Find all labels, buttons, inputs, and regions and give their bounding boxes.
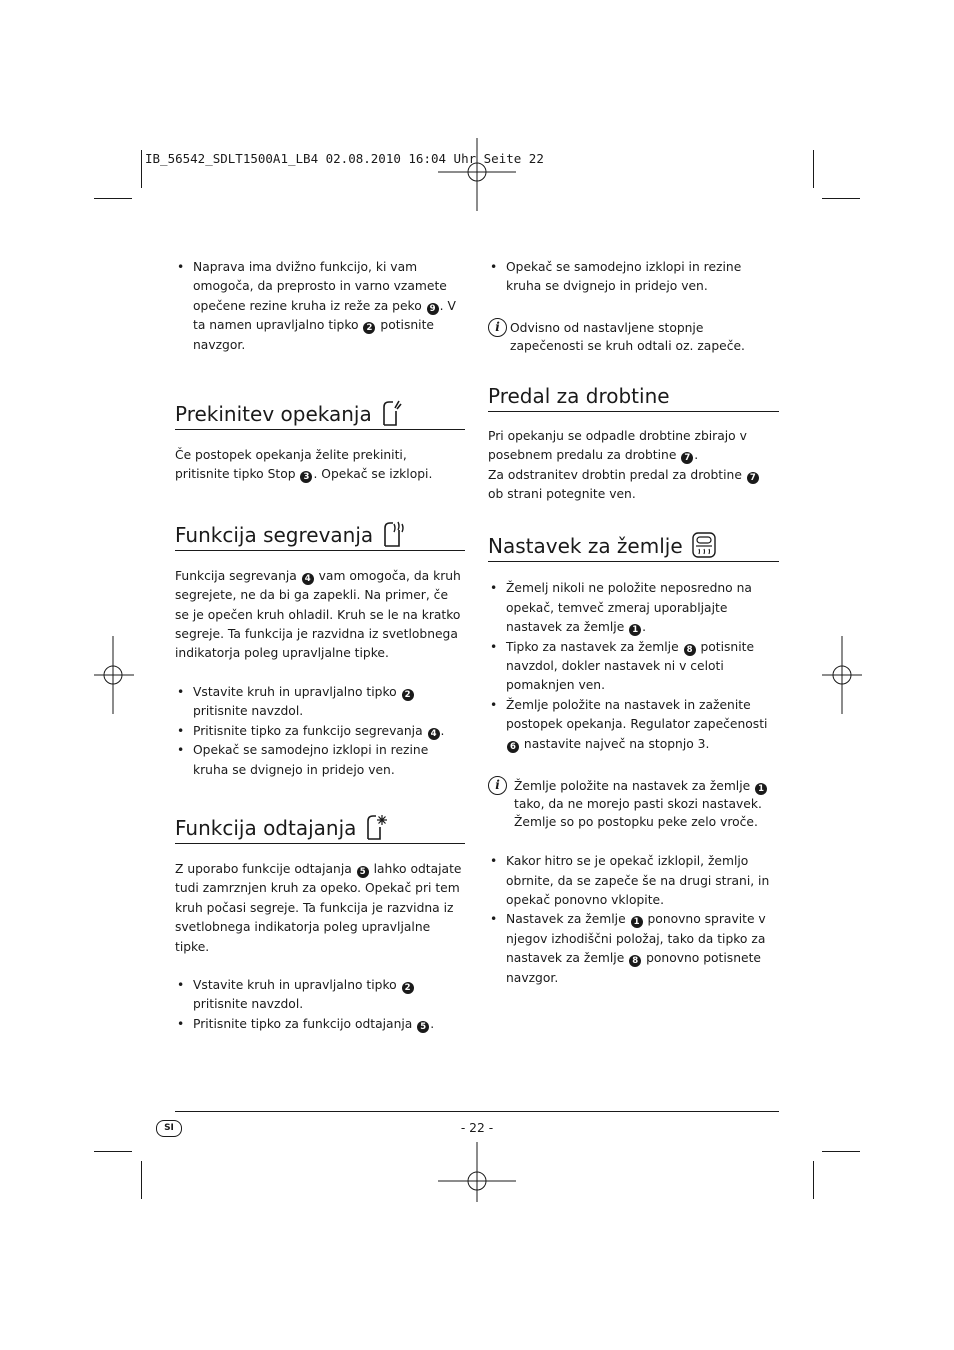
language-badge: SI	[156, 1120, 182, 1137]
reheat-steps	[175, 683, 465, 780]
bun-rack-icon	[691, 531, 717, 559]
crop-mark	[813, 150, 814, 188]
list-item: • Žemlje položite na nastavek in zaženite postopek opekanja. Regulator zapečenosti 6 nastavite največ na stopnjo 3.	[488, 696, 779, 754]
toast-defrost-icon	[364, 813, 388, 841]
list-item: • Vstavite kruh in upravljalno tipko 2 pritisnite navzdol.	[175, 976, 465, 1015]
list-item: • Žemelj nikoli ne položite neposredno na opekač, temveč zmeraj uporabljajte nastavek za žemlje 1 .	[488, 579, 779, 637]
list-item: • Opekač se samodejno izklopi in rezine kruha se dvignejo in pridejo ven.	[488, 258, 779, 297]
list-item: • Vstavite kruh in upravljalno tipko 2 pritisnite navzdol.	[175, 683, 465, 722]
section-title-defrost: Funkcija odtajanja	[175, 813, 465, 844]
toast-reheat-icon	[381, 520, 405, 548]
crop-mark	[94, 198, 132, 199]
info-icon: i	[488, 776, 507, 795]
bun-rack-steps	[488, 579, 779, 754]
section-text: Za odstranitev drobtin predal za drobtine 7 ob strani potegnite ven.	[488, 466, 779, 505]
crop-mark	[141, 1161, 142, 1199]
defrost-steps	[175, 976, 465, 1034]
list-item: • Pritisnite tipko za funkcijo segrevanja 4 .	[175, 722, 465, 741]
section-text: Funkcija segrevanja 4 vam omogoča, da kruh segrejete, ne da bi ga zapekli. Na primer, če se je opečen kruh ohladil. Kruh se le na kratko segreje. Ta funkcija je razvidna iz svetlobnega indikatorja poleg upravljalne tipke.	[175, 568, 461, 661]
list-item: • Kakor hitro se je opekač izklopil, žemljo obrnite, da se zapeče še na drugi strani, in opekač ponovno vklopite.	[488, 852, 779, 910]
print-slug: IB_56542_SDLT1500A1_LB4 02.08.2010 16:04 Uhr Seite 22	[145, 151, 544, 166]
list-item: • Tipko za nastavek za žemlje 8 potisnite navzdol, dokler nastavek ni v celoti pomaknjen ven.	[488, 638, 779, 696]
intro-list	[175, 258, 465, 355]
section-text: Z uporabo funkcije odtajanja 5 lahko odtajate tudi zamrznjen kruh za opeko. Opekač pri tem kruh počasi segreje. Ta funkcija je razvidna iz svetlobnega indikatorja poleg upravljalne tipke.	[175, 861, 462, 954]
list-item: • Opekač se samodejno izklopi in rezine kruha se dvignejo in pridejo ven.	[175, 741, 465, 780]
registration-mark-left	[94, 636, 134, 714]
registration-mark-top	[438, 133, 516, 211]
registration-mark-right	[822, 636, 862, 714]
left-column	[175, 258, 465, 1034]
list-item: • Nastavek za žemlje 1 ponovno spravite v njegov izhodiščni položaj, tako da tipko za nastavek za žemlje 8 ponovno potisnete navzgor.	[488, 910, 779, 988]
right-column	[488, 258, 779, 988]
info-note: i Žemlje položite na nastavek za žemlje 1 tako, da ne morejo pasti skozi nastavek. Žemlje so po postopku peke zelo vroče.	[488, 777, 779, 831]
crop-mark	[822, 1151, 860, 1152]
section-title-reheat: Funkcija segrevanja	[175, 520, 465, 551]
toast-stop-icon	[380, 399, 402, 427]
crop-mark	[141, 150, 142, 188]
page-number: - 22 -	[460, 1121, 494, 1135]
info-note: i Odvisno od nastavljene stopnje zapečenosti se kruh odtali oz. zapeče.	[488, 319, 779, 355]
bun-rack-steps-2	[488, 852, 779, 988]
crop-mark	[813, 1161, 814, 1199]
crop-mark	[822, 198, 860, 199]
section-text: Če postopek opekanja želite prekiniti, pritisnite tipko Stop 3 . Opekač se izklopi.	[175, 448, 433, 483]
section-title-bun-rack: Nastavek za žemlje	[488, 531, 779, 562]
list-item: • Naprava ima dvižno funkcijo, ki vam omogoča, da preprosto in varno vzamete opečene rezine kruha iz reže za peko 9 . V ta namen upravljalno tipko 2 potisnite navzgor.	[175, 258, 465, 355]
crop-mark	[94, 1151, 132, 1152]
info-icon: i	[488, 318, 507, 337]
registration-mark-bottom	[438, 1142, 516, 1220]
section-title-crumb-tray: Predal za drobtine	[488, 383, 779, 412]
list-item: • Pritisnite tipko za funkcijo odtajanja 5 .	[175, 1015, 465, 1034]
section-title-stop: Prekinitev opekanja	[175, 399, 465, 430]
footer-rule	[175, 1111, 779, 1112]
intro-list	[488, 258, 779, 297]
section-text: Pri opekanju se odpadle drobtine zbirajo v posebnem predalu za drobtine 7 .	[488, 428, 747, 464]
